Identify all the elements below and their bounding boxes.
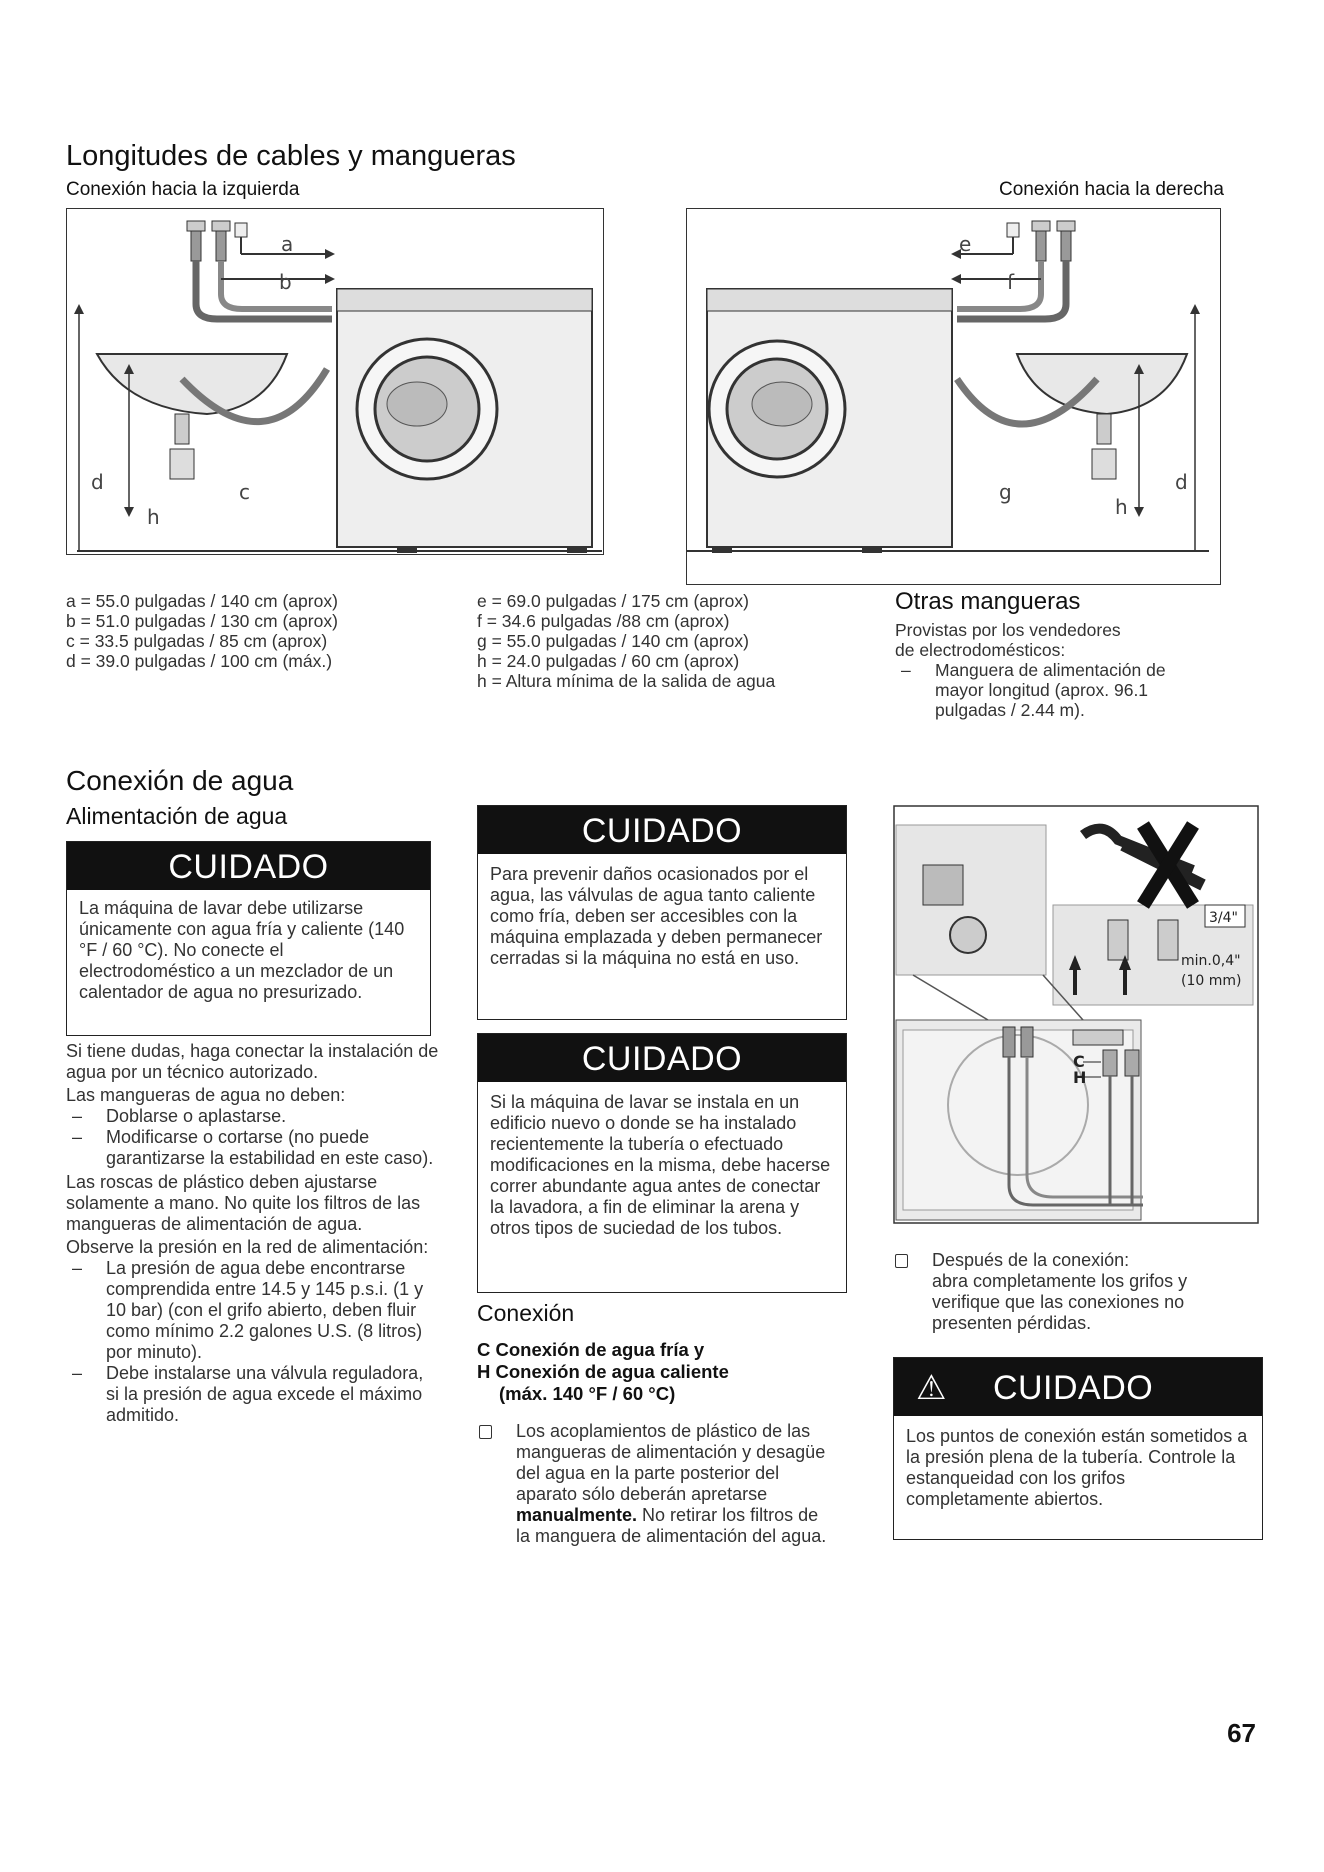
- paragraph-plastic-threads: Las roscas de plástico deben ajustarse solamente a mano. No quite los filtros de las mangueras de alimentación de agua.: [66, 1172, 421, 1234]
- label-h: h: [147, 505, 160, 529]
- paragraph-pressure: Observe la presión en la red de alimentación:: [66, 1237, 429, 1257]
- other-hoses-line1: Provistas por los vendedores: [895, 620, 1121, 640]
- checkbox-icon: [895, 1254, 908, 1268]
- dimension-b: b = 51.0 pulgadas / 130 cm (aprox): [66, 611, 338, 631]
- caution-text-2: Para prevenir daños ocasionados por el agua, las válvulas de agua tanto caliente como fría, deben ser accesibles con la máquina emplazada y deben permanecer cerradas si la máquina no está en uso.: [490, 864, 823, 968]
- step-checkbox-item: [477, 1421, 857, 1547]
- other-hoses-section: [895, 588, 1255, 720]
- label-h-right: h: [1115, 495, 1128, 519]
- list-item: – Modificarse o cortarse (no puede garantizarse la estabilidad en este caso).: [72, 1127, 434, 1168]
- connection-title: Conexión: [477, 1300, 575, 1326]
- label-e: e: [959, 232, 972, 256]
- label-d: d: [91, 470, 104, 494]
- list-item: – Doblarse o aplastarse.: [72, 1106, 287, 1126]
- connection-hot: H Conexión de agua caliente: [477, 1361, 729, 1382]
- caution-text-1: La máquina de lavar debe utilizarse únicamente con agua fría y caliente (140 °F / 60 °C). No conecte el electrodoméstico a un mezclador de un calentador de agua no presurizado.: [79, 898, 405, 1002]
- dimension-g: g = 55.0 pulgadas / 140 cm (aprox): [477, 631, 749, 651]
- caution-header: CUIDADO: [67, 842, 430, 890]
- caution-box-4: [893, 1357, 1263, 1540]
- list-item: – La presión de agua debe encontrarse comprendida entre 14.5 y 145 p.s.i. (1 y 10 bar) (con el grifo abierto, deben fluir como mínimo 2.2 galones U.S. (8 litros) por minuto).: [72, 1258, 424, 1362]
- left-connection-caption: Conexión hacia la izquierda: [66, 179, 300, 200]
- other-hoses-item: – Manguera de alimentación de mayor longitud (aprox. 96.1 pulgadas / 2.44 m).: [895, 660, 1255, 720]
- water-supply-subtitle: Alimentación de agua: [66, 803, 288, 829]
- after-connection-text: Después de la conexión: abra completamente los grifos y verifique que las conexiones no presenten pérdidas.: [932, 1250, 1188, 1333]
- page-number: 67: [1227, 1718, 1256, 1748]
- caution-header: CUIDADO: [478, 806, 846, 854]
- connection-section: [477, 1300, 857, 1547]
- label-d-right: d: [1175, 470, 1188, 494]
- step-text: Los acoplamientos de plástico de las mangueras de alimentación y desagüe del agua en la parte posterior del aparato sólo deberán apretarse manualmente. No retirar los filtros de la manguera de alimentación del agua.: [516, 1421, 827, 1546]
- dash-bullet: –: [901, 660, 911, 680]
- connection-cold: C Conexión de agua fría y: [477, 1339, 705, 1360]
- dimension-e: e = 69.0 pulgadas / 175 cm (aprox): [477, 591, 749, 611]
- label-a: a: [281, 232, 294, 256]
- right-connection-illustration: [687, 209, 1219, 583]
- caution-box-2: [477, 805, 847, 1020]
- label-c: c: [239, 480, 250, 504]
- page-title: Longitudes de cables y mangueras: [66, 140, 516, 172]
- caution-header-warning: ⚠ CUIDADO: [894, 1358, 1262, 1416]
- dimension-c: c = 33.5 pulgadas / 85 cm (aprox): [66, 631, 328, 651]
- label-b: b: [279, 270, 292, 294]
- left-connection-figure: [66, 208, 604, 555]
- left-connection-illustration: [67, 209, 602, 553]
- dimension-h-note: h = Altura mínima de la salida de agua: [477, 671, 776, 691]
- right-connection-figure: [686, 208, 1221, 585]
- dimension-a: a = 55.0 pulgadas / 140 cm (aprox): [66, 591, 338, 611]
- min-length-label: min.0,4": [1181, 953, 1241, 969]
- connection-detail-figure: [893, 805, 1259, 1225]
- h-label: H: [1073, 1068, 1087, 1087]
- caution-text-4: Los puntos de conexión están sometidos a la presión plena de la tubería. Controle la estanqueidad con los grifos completamente abiertos.: [906, 1426, 1248, 1509]
- fraction-label: 3/4": [1209, 910, 1238, 926]
- connection-max-temp: (máx. 140 °F / 60 °C): [499, 1383, 676, 1404]
- c-label: C: [1073, 1052, 1085, 1071]
- label-f: f: [1007, 270, 1015, 294]
- connection-detail-illustration: [893, 805, 1259, 1225]
- water-body-text: [66, 1041, 441, 1426]
- caution-text-3: Si la máquina de lavar se instala en un edificio nuevo o donde se ha instalado recientemente la tubería o efectuado modificaciones en la misma, debe hacerse correr abundante agua antes de conectar la lavadora, a fin de eliminar la arena y otros tipos de suciedad de los tubos.: [490, 1092, 831, 1238]
- other-hoses-line2: de electrodomésticos:: [895, 640, 1066, 660]
- dimensions-list-right: [477, 591, 775, 691]
- mm-label: (10 mm): [1181, 973, 1242, 989]
- water-connection-title: Conexión de agua: [66, 765, 294, 796]
- dimensions-list-left: [66, 591, 338, 671]
- right-connection-caption: Conexión hacia la derecha: [999, 179, 1224, 200]
- warning-triangle-icon: ⚠: [916, 1369, 947, 1407]
- after-connection-item: [893, 1250, 1263, 1334]
- paragraph-hoses-must-not: Las mangueras de agua no deben:: [66, 1085, 346, 1105]
- checkbox-icon: [479, 1425, 492, 1439]
- dimension-f: f = 34.6 pulgadas /88 cm (aprox): [477, 611, 730, 631]
- caution-box-1: [66, 841, 431, 1036]
- list-item: – Debe instalarse una válvula reguladora, si la presión de agua excede el máximo admitido.: [72, 1363, 424, 1425]
- label-g: g: [999, 480, 1012, 504]
- caution-header: CUIDADO: [478, 1034, 846, 1082]
- other-hoses-title: Otras mangueras: [895, 588, 1081, 615]
- dimension-h: h = 24.0 pulgadas / 60 cm (aprox): [477, 651, 740, 671]
- paragraph-technician: Si tiene dudas, haga conectar la instalación de agua por un técnico autorizado.: [66, 1041, 439, 1082]
- dimension-d: d = 39.0 pulgadas / 100 cm (máx.): [66, 651, 333, 671]
- caution-box-3: [477, 1033, 847, 1293]
